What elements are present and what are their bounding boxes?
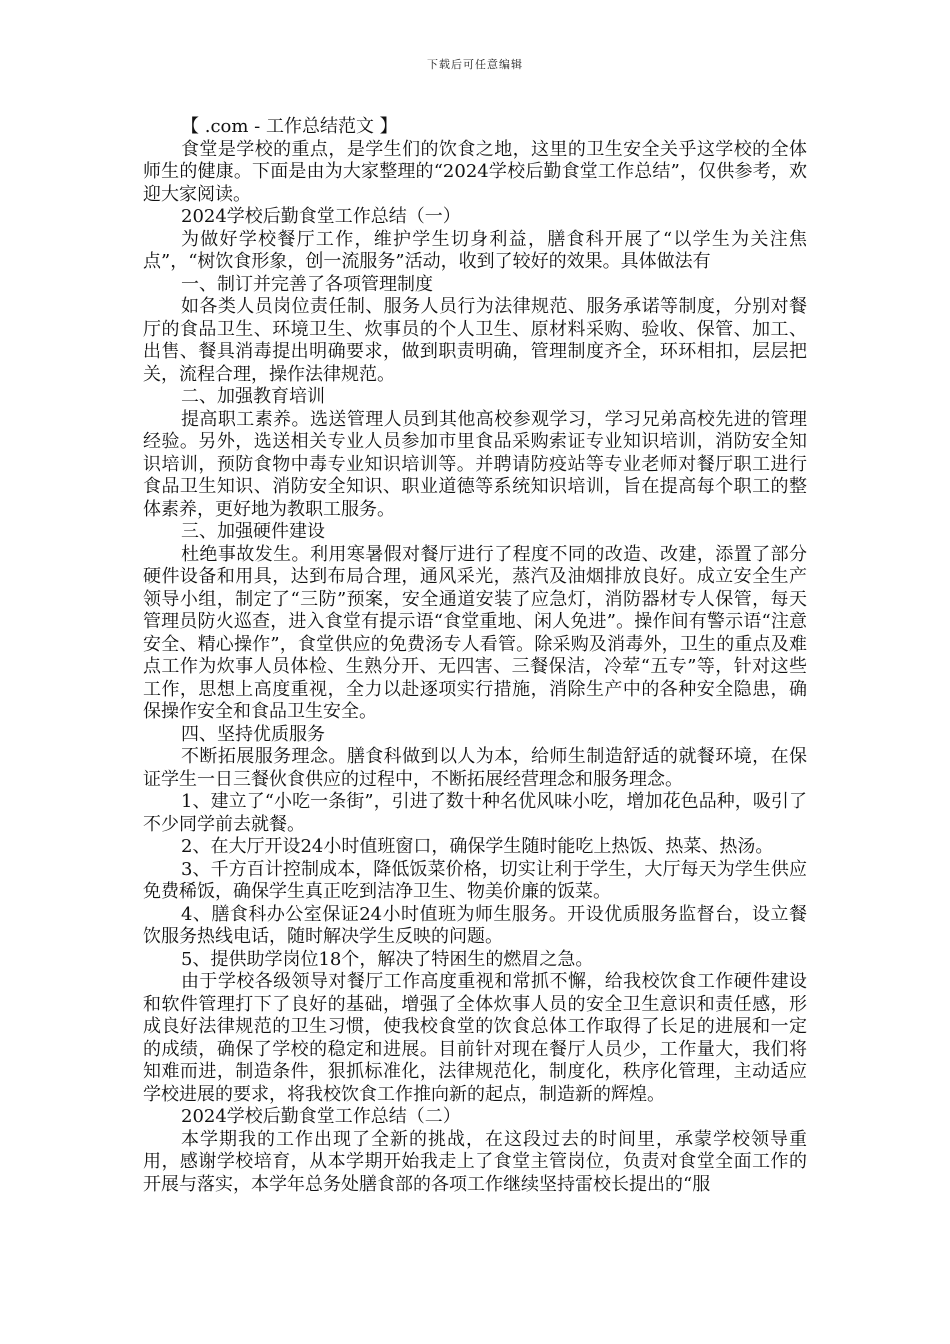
paragraph: 为做好学校餐厅工作，维护学生切身利益，膳食科开展了“以学生为关注焦点”，“树饮食形象，创一流服务”活动，收到了较好的效果。具体做法有 bbox=[143, 228, 807, 272]
document-body bbox=[143, 116, 807, 1196]
heading: 二、加强教育培训 bbox=[181, 386, 325, 407]
paragraph: 杜绝事故发生。利用寒暑假对餐厅进行了程度不同的改造、改建，添置了部分硬件设备和用具，达到布局合理，通风采光，蒸汽及油烟排放良好。成立安全生产领导小组，制定了“三防”预案，安全通道安装了应急灯，消防器材专人保管，每天管理员防火巡查，进入食堂有提示语“食堂重地、闲人免进”。操作间有警示语“注意安全、精心操作”，食堂供应的免费汤专人看管。除采购及消毒外，卫生的重点及难点工作为炊事人员体检、生熟分开、无四害、三餐保洁，冷荤“五专”等，针对这些工作，思想上高度重视，全力以赴逐项实行措施，消除生产中的各种安全隐患，确保操作安全和食品卫生安全。 bbox=[143, 543, 807, 722]
paragraph: 由于学校各级领导对餐厅工作高度重视和常抓不懈，给我校饮食工作硬件建设和软件管理打下了良好的基础，增强了全体炊事人员的安全卫生意识和责任感，形成良好法律规范的卫生习惯，使我校食堂的饮食总体工作取得了长足的进展和一定的成绩，确保了学校的稳定和进展。目前针对现在餐厅人员少，工作量大，我们将知难而进，制造条件，狠抓标准化，法律规范化，制度化，秩序化管理，主动适应学校进展的要求，将我校饮食工作推向新的起点，制造新的辉煌。 bbox=[143, 971, 807, 1105]
paragraph: 不断拓展服务理念。膳食科做到以人为本，给师生制造舒适的就餐环境，在保证学生一日三餐伙食供应的过程中，不断拓展经营理念和服务理念。 bbox=[143, 746, 807, 790]
paragraph: 提高职工素养。选送管理人员到其他高校参观学习，学习兄弟高校先进的管理经验。另外，选送相关专业人员参加市里食品采购索证专业知识培训，消防安全知识培训，预防食物中毒专业知识培训等。并聘请防疫站等专业老师对餐厅职工进行食品卫生知识、消防安全知识、职业道德等系统知识培训，旨在提高每个职工的整体素养，更好地为教职工服务。 bbox=[143, 408, 807, 520]
heading: 三、加强硬件建设 bbox=[181, 521, 325, 542]
section-title: 2024学校后勤食堂工作总结（二） bbox=[181, 1106, 461, 1127]
list-item: 2、在大厅开设24小时值班窗口，确保学生随时能吃上热饭、热菜、热汤。 bbox=[181, 836, 774, 857]
heading: 一、制订并完善了各项管理制度 bbox=[181, 273, 433, 295]
list-item: 5、提供助学岗位18个，解决了特困生的燃眉之急。 bbox=[181, 948, 594, 970]
paragraph: 本学期我的工作出现了全新的挑战，在这段过去的时间里，承蒙学校领导重用，感谢学校培育，从本学期开始我走上了食堂主管岗位，负责对食堂全面工作的开展与落实，本学年总务处膳食部的各项工作继续坚持雷校长提出的“服 bbox=[143, 1128, 807, 1195]
list-item: 1、建立了“小吃一条街”，引进了数十种名优风味小吃，增加花色品种，吸引了不少同学前去就餐。 bbox=[143, 791, 807, 835]
header-note: 下载后可任意编辑 bbox=[427, 58, 523, 71]
document-title-line: 【 .com - 工作总结范文 】 bbox=[181, 116, 398, 137]
list-item: 4、膳食科办公室保证24小时值班为师生服务。开设优质服务监督台，设立餐饮服务热线电话，随时解决学生反映的问题。 bbox=[143, 903, 807, 947]
heading: 四、坚持优质服务 bbox=[181, 723, 325, 745]
paragraph: 如各类人员岗位责任制、服务人员行为法律规范、服务承诺等制度，分别对餐厅的食品卫生、环境卫生、炊事员的个人卫生、原材料采购、验收、保管、加工、出售、餐具消毒提出明确要求，做到职责明确，管理制度齐全，环环相扣，层层把关，流程合理，操作法律规范。 bbox=[143, 296, 807, 385]
list-item: 3、千方百计控制成本，降低饭菜价格，切实让利于学生，大厅每天为学生供应免费稀饭，确保学生真正吃到洁净卫生、物美价廉的饭菜。 bbox=[143, 858, 807, 902]
paragraph: 食堂是学校的重点，是学生们的饮食之地，这里的卫生安全关乎这学校的全体师生的健康。下面是由为大家整理的“2024学校后勤食堂工作总结”，仅供参考，欢迎大家阅读。 bbox=[143, 138, 807, 205]
section-title: 2024学校后勤食堂工作总结（一） bbox=[181, 206, 461, 227]
